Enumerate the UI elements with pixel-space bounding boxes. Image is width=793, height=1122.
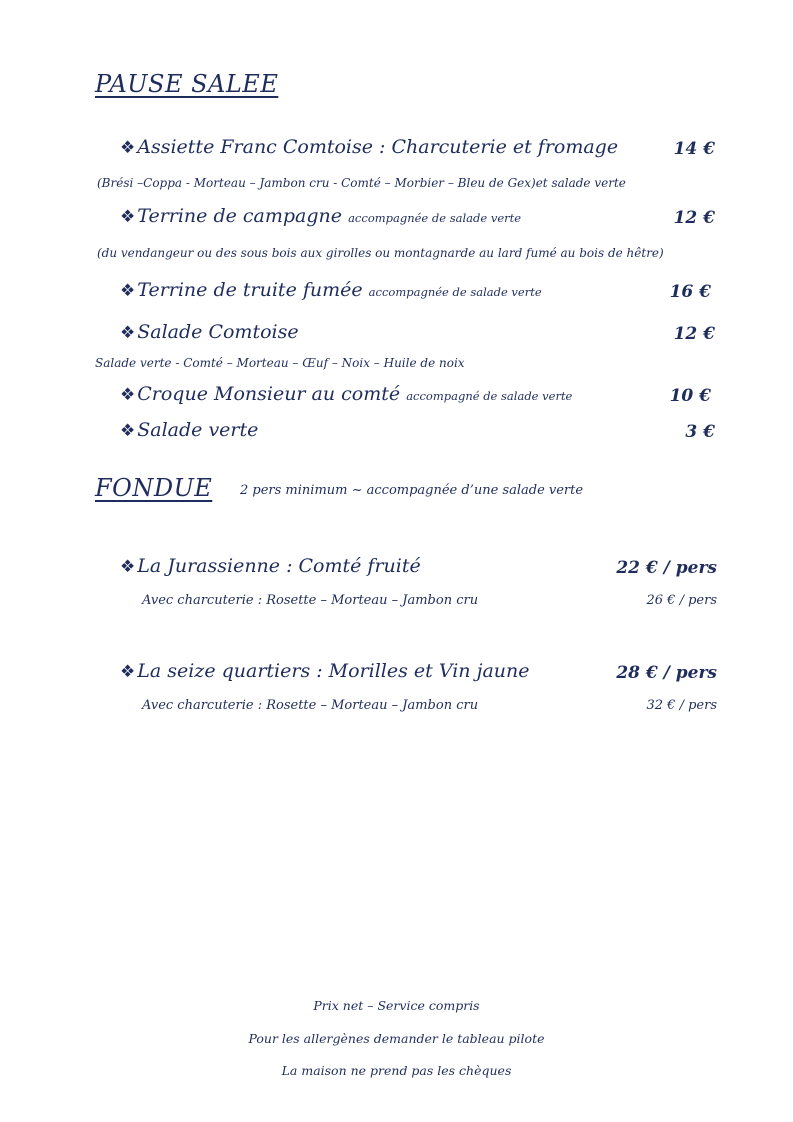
diamond-bullet-icon: ❖ — [120, 557, 136, 577]
section-title-fondue: FONDUE — [95, 474, 213, 502]
item-description: (Brési –Coppa - Morteau – Jambon cru - Comté – Morbier – Bleu de Gex)et salade verte — [97, 176, 626, 190]
menu-item-terrine-de-truite-fumee — [120, 279, 542, 301]
item-charcuterie-price: 32 € / pers — [646, 698, 717, 713]
item-charcuterie-option: Avec charcuterie : Rosette – Morteau – Jambon cru — [142, 698, 479, 713]
diamond-bullet-icon: ❖ — [120, 385, 136, 405]
menu-item-assiette-franc-comtoise — [120, 136, 618, 158]
footer-payment-note: La maison ne prend pas les chèques — [281, 1063, 512, 1078]
item-accompaniment: accompagnée de salade verte — [368, 285, 542, 299]
item-charcuterie-price: 26 € / pers — [646, 593, 717, 608]
diamond-bullet-icon: ❖ — [120, 323, 136, 343]
menu-item-croque-monsieur — [120, 383, 572, 405]
item-price: 22 € / pers — [616, 558, 717, 578]
section-title-pause-salee: PAUSE SALEE — [95, 70, 279, 98]
footer-price-note: Prix net – Service compris — [313, 998, 480, 1013]
item-name: Salade Comtoise — [137, 321, 299, 343]
item-price: 28 € / pers — [616, 663, 717, 683]
item-price: 12 € — [673, 208, 715, 228]
item-price: 16 € — [669, 282, 711, 302]
menu-item-terrine-de-campagne — [120, 205, 521, 227]
diamond-bullet-icon: ❖ — [120, 281, 136, 301]
item-price: 3 € — [685, 422, 715, 442]
fondue-note: 2 pers minimum ~ accompagnée d’une salade verte — [240, 483, 584, 498]
item-name: Terrine de truite fumée — [137, 279, 363, 301]
item-name: La seize quartiers : Morilles et Vin jaune — [137, 660, 530, 682]
item-name: Assiette Franc Comtoise : Charcuterie et fromage — [137, 136, 619, 158]
item-accompaniment: accompagné de salade verte — [406, 389, 573, 403]
item-name: La Jurassienne : Comté fruité — [137, 555, 421, 577]
diamond-bullet-icon: ❖ — [120, 662, 136, 682]
item-name: Terrine de campagne — [137, 205, 343, 227]
menu-item-salade-verte — [120, 419, 258, 441]
item-price: 14 € — [673, 139, 715, 159]
footer-allergen-note: Pour les allergènes demander le tableau pilote — [248, 1031, 545, 1046]
item-name: Salade verte — [137, 419, 259, 441]
diamond-bullet-icon: ❖ — [120, 421, 136, 441]
item-charcuterie-option: Avec charcuterie : Rosette – Morteau – Jambon cru — [142, 593, 479, 608]
menu-item-la-seize-quartiers — [120, 660, 530, 682]
diamond-bullet-icon: ❖ — [120, 207, 136, 227]
item-name: Croque Monsieur au comté — [137, 383, 401, 405]
diamond-bullet-icon: ❖ — [120, 138, 136, 158]
menu-item-la-jurassienne — [120, 555, 421, 577]
menu-item-salade-comtoise — [120, 321, 299, 343]
item-description: (du vendangeur ou des sous bois aux girolles ou montagnarde au lard fumé au bois de hêtre) — [97, 246, 664, 260]
item-description: Salade verte - Comté – Morteau – Œuf – Noix – Huile de noix — [95, 356, 465, 370]
item-accompaniment: accompagnée de salade verte — [348, 211, 522, 225]
item-price: 12 € — [673, 324, 715, 344]
item-price: 10 € — [669, 386, 711, 406]
